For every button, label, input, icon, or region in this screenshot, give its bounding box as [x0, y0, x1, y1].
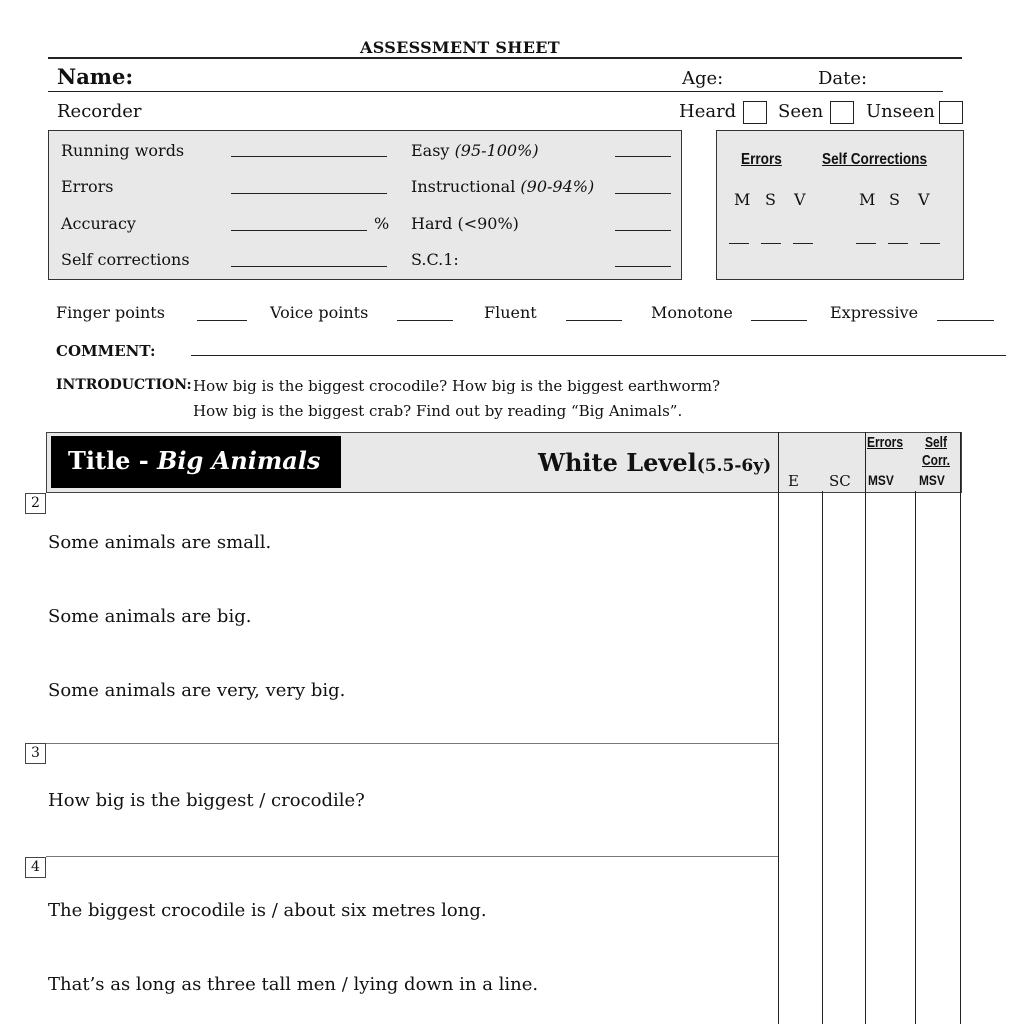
column-self-label: Self — [925, 434, 948, 451]
column-e-label: E — [788, 472, 799, 490]
column-sc-label: SC — [829, 472, 851, 490]
msv-sc-m: M — [859, 190, 876, 209]
self-corrections-label: Self corrections — [61, 250, 190, 269]
unseen-checkbox[interactable] — [939, 101, 963, 124]
msv-sc-m-blank[interactable] — [856, 243, 876, 244]
msv-errors-v-blank[interactable] — [793, 243, 813, 244]
book-title — [68, 446, 320, 475]
column-divider-text — [778, 432, 779, 1024]
name-rule — [48, 91, 943, 92]
book-level — [538, 448, 771, 477]
introduction-line-1: How big is the biggest crocodile? How big is the biggest earthworm? — [193, 377, 721, 395]
section-divider-4 — [46, 856, 778, 857]
sc-ratio-blank[interactable] — [615, 266, 671, 267]
msv-sc-label: Self Corrections — [822, 151, 928, 168]
voice-points-blank[interactable] — [397, 320, 453, 321]
introduction-line-2: How big is the biggest crab? Find out by reading “Big Animals”. — [193, 402, 683, 420]
column-corr-label: Corr. — [922, 452, 951, 469]
msv-sc-s: S — [889, 190, 900, 209]
seen-checkbox[interactable] — [830, 101, 854, 124]
name-label: Name: — [57, 64, 134, 89]
page-4-line-1: The biggest crocodile is / about six metres long. — [48, 900, 487, 921]
msv-errors-s-blank[interactable] — [761, 243, 781, 244]
column-errors-label: Errors — [867, 434, 904, 451]
header-rule — [48, 57, 962, 59]
msv-sc-v-blank[interactable] — [920, 243, 940, 244]
msv-sc-s-blank[interactable] — [888, 243, 908, 244]
running-words-label: Running words — [61, 141, 185, 160]
easy-label — [411, 141, 539, 160]
unseen-label: Unseen — [866, 101, 935, 122]
instructional-label — [411, 177, 594, 196]
finger-points-label: Finger points — [56, 303, 165, 322]
column-divider-errors — [915, 491, 916, 1024]
msv-errors-m: M — [734, 190, 751, 209]
expressive-label: Expressive — [830, 303, 919, 322]
running-words-blank[interactable] — [231, 156, 387, 157]
instructional-blank[interactable] — [615, 193, 671, 194]
instructional-text: Instructional — [411, 177, 516, 196]
column-divider-right — [960, 432, 961, 1024]
accuracy-label: Accuracy — [61, 214, 136, 233]
sheet-title: ASSESSMENT SHEET — [360, 38, 560, 57]
monotone-blank[interactable] — [751, 320, 807, 321]
page-2-line-2: Some animals are big. — [48, 606, 252, 627]
hard-label: Hard (<90%) — [411, 214, 519, 233]
page-number-3: 3 — [25, 743, 46, 764]
date-label: Date: — [818, 68, 868, 89]
finger-points-blank[interactable] — [197, 320, 247, 321]
book-title-banner — [51, 436, 341, 488]
introduction-label: INTRODUCTION: — [56, 377, 192, 393]
monotone-label: Monotone — [651, 303, 733, 322]
column-errors-msv: MSV — [868, 472, 894, 488]
book-level-name: White Level — [538, 448, 697, 477]
accuracy-blank[interactable] — [231, 230, 367, 231]
hard-blank[interactable] — [615, 230, 671, 231]
sc-ratio-label: S.C.1: — [411, 250, 459, 269]
column-sc-msv: MSV — [919, 472, 945, 488]
comment-line[interactable] — [191, 355, 1006, 356]
book-age-range: (5.5-6y) — [696, 456, 772, 476]
easy-blank[interactable] — [615, 156, 671, 157]
easy-text: Easy — [411, 141, 450, 160]
section-divider-3 — [46, 743, 778, 744]
page-number-2: 2 — [25, 493, 46, 514]
heard-checkbox[interactable] — [743, 101, 767, 124]
msv-errors-m-blank[interactable] — [729, 243, 749, 244]
errors-blank[interactable] — [231, 193, 387, 194]
accuracy-unit: % — [374, 214, 390, 233]
column-divider-sc — [865, 432, 866, 1024]
page-4-line-2: That’s as long as three tall men / lying down in a line. — [48, 974, 539, 995]
page-number-4: 4 — [25, 857, 46, 878]
heard-label: Heard — [679, 101, 737, 122]
msv-errors-s: S — [765, 190, 776, 209]
self-corrections-blank[interactable] — [231, 266, 387, 267]
msv-sc-v: V — [918, 190, 930, 209]
seen-label: Seen — [778, 101, 824, 122]
instructional-range: (90-94%) — [520, 177, 595, 196]
age-label: Age: — [682, 68, 724, 89]
errors-label: Errors — [61, 177, 114, 196]
fluent-label: Fluent — [484, 303, 537, 322]
fluent-blank[interactable] — [566, 320, 622, 321]
msv-errors-v: V — [794, 190, 806, 209]
book-title-prefix: Title - — [68, 446, 149, 475]
page-2-line-3: Some animals are very, very big. — [48, 680, 346, 701]
voice-points-label: Voice points — [270, 303, 369, 322]
recorder-label: Recorder — [57, 101, 142, 122]
book-title-name: Big Animals — [157, 446, 321, 475]
msv-errors-label: Errors — [741, 151, 782, 168]
comment-label: COMMENT: — [56, 342, 156, 360]
expressive-blank[interactable] — [937, 320, 994, 321]
page-2-line-1: Some animals are small. — [48, 532, 272, 553]
easy-range: (95-100%) — [454, 141, 539, 160]
page-3-line-1: How big is the biggest / crocodile? — [48, 790, 365, 811]
column-divider-e — [822, 491, 823, 1024]
